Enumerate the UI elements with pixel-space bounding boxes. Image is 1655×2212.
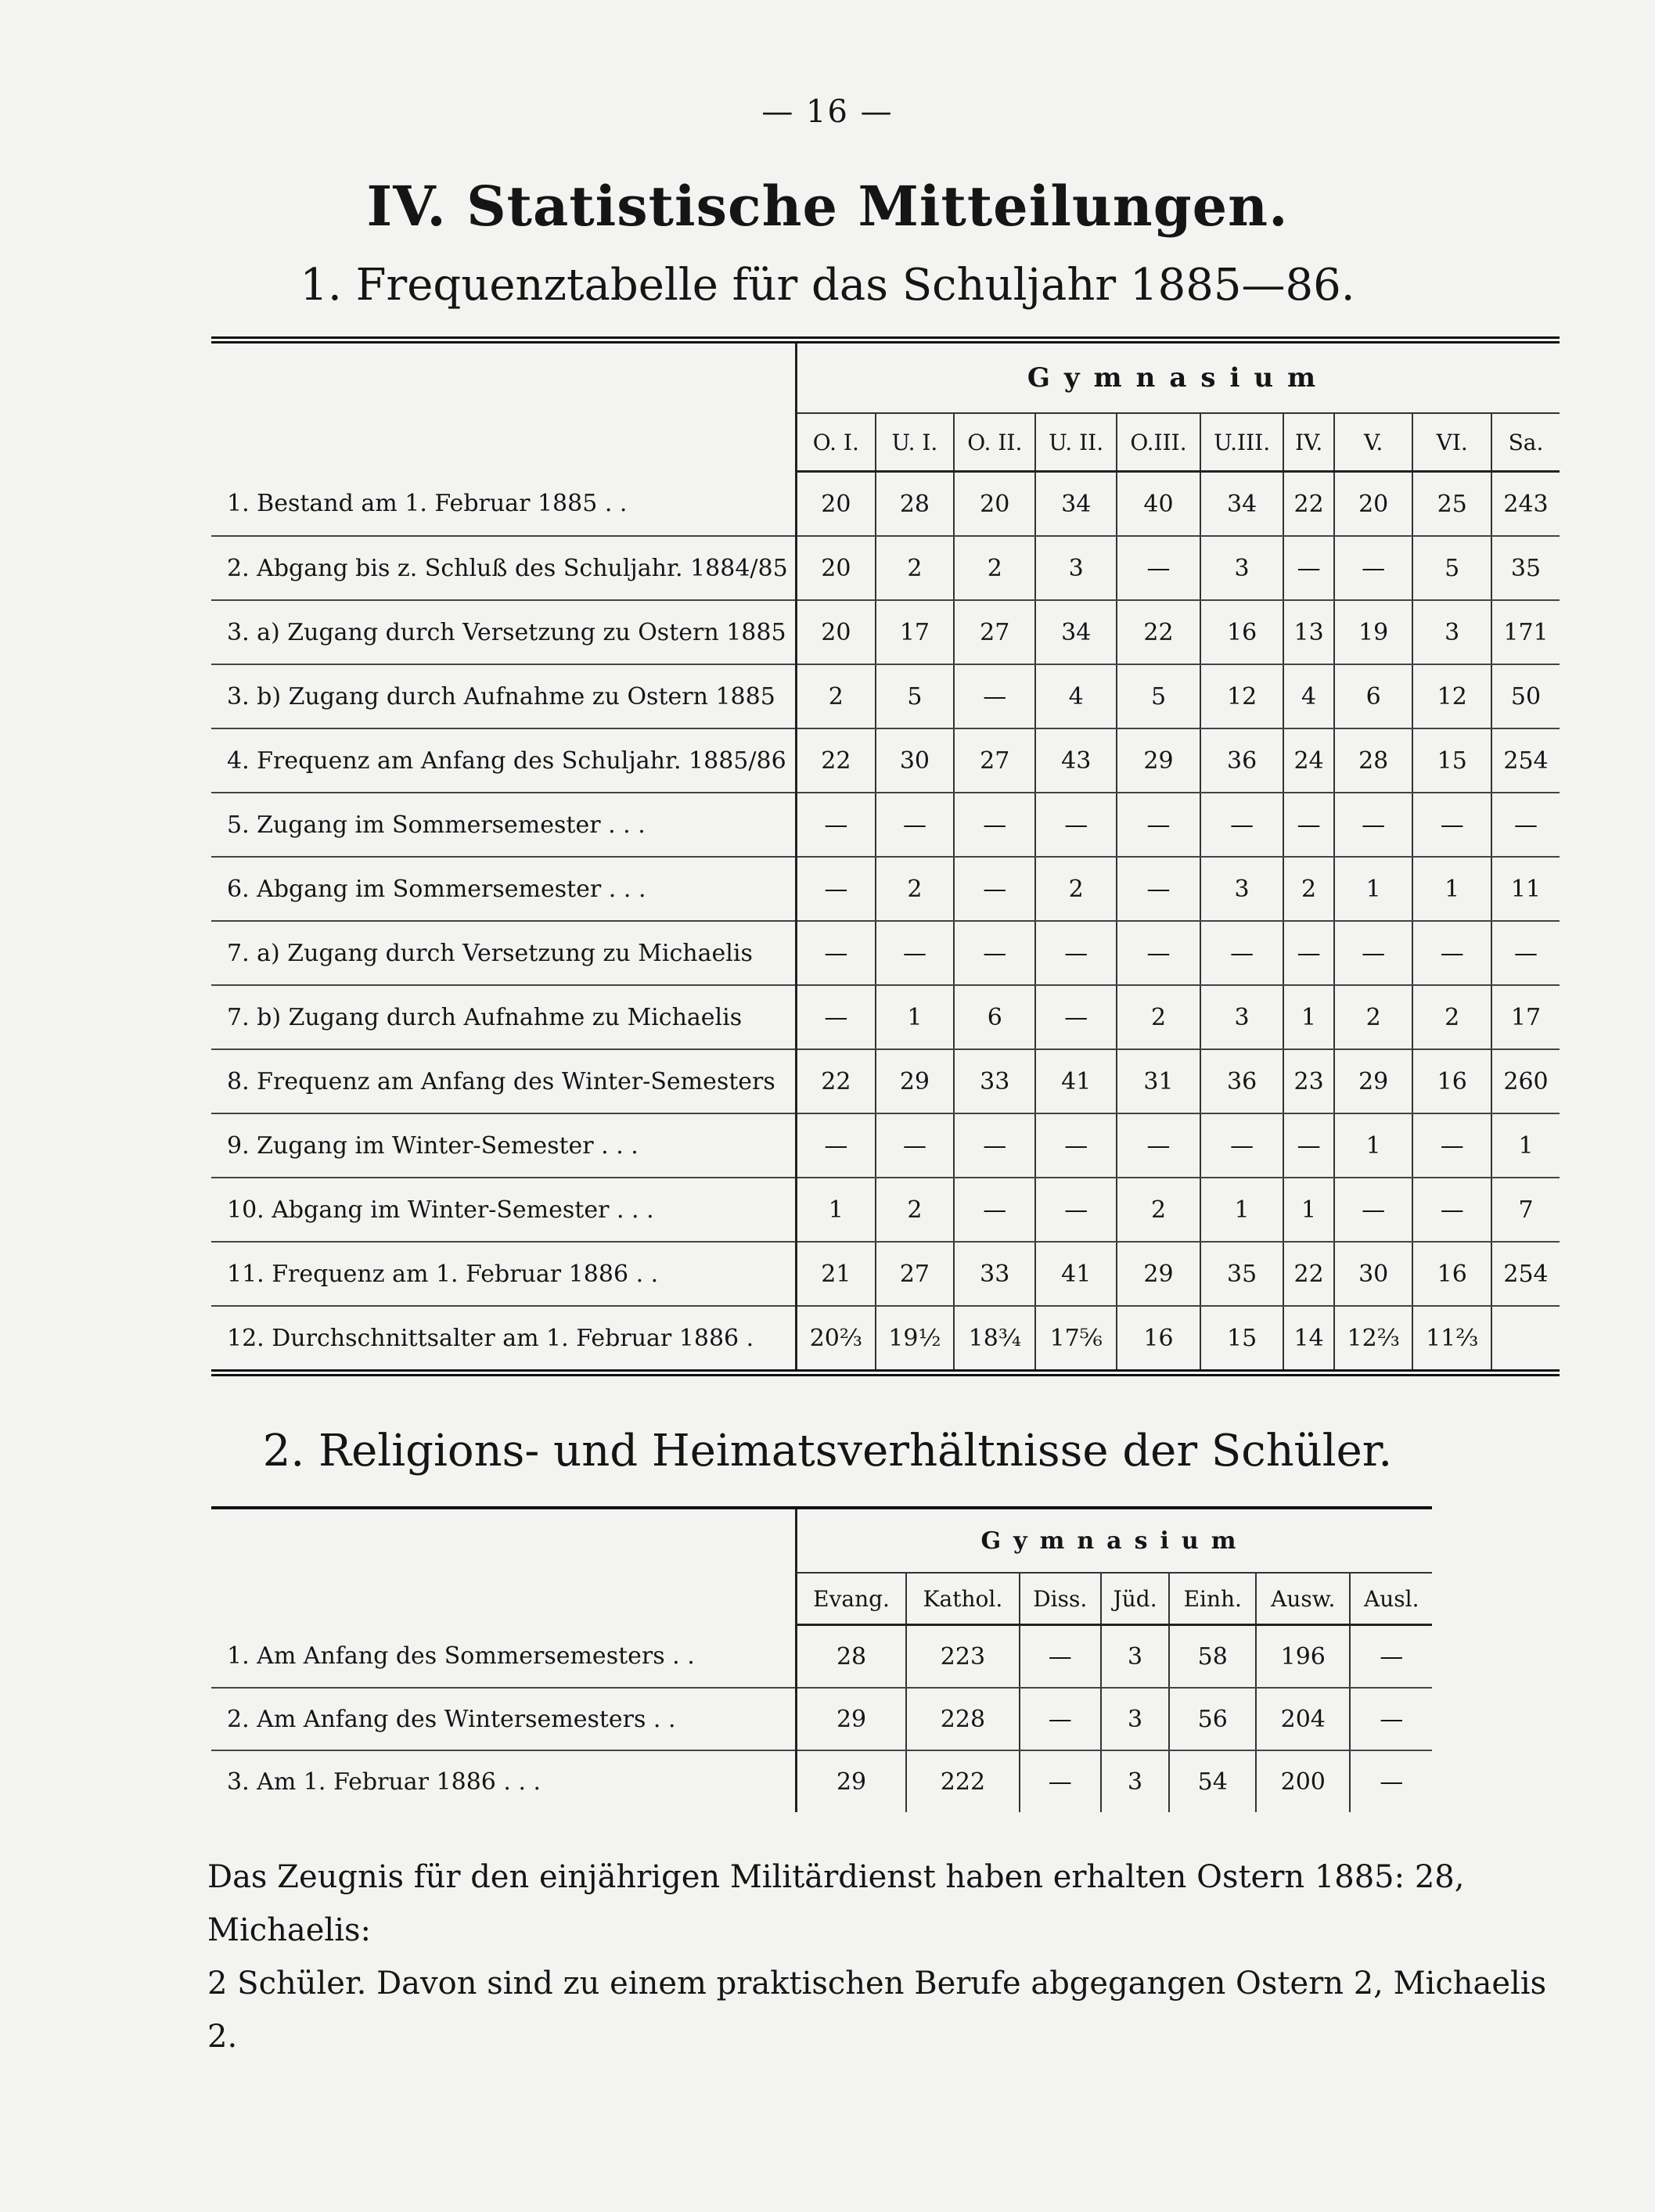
table-cell: — xyxy=(797,1113,876,1178)
table-cell: 200 xyxy=(1256,1750,1350,1812)
column-header: V. xyxy=(1334,413,1413,472)
table-cell: 223 xyxy=(906,1625,1020,1689)
table-cell: 2 xyxy=(1412,985,1491,1049)
table-row xyxy=(211,664,1560,728)
table-cell: 3 xyxy=(1200,536,1283,600)
table-cell: 18¾ xyxy=(954,1306,1035,1373)
table-cell: — xyxy=(1117,857,1200,921)
row-label: 9. Zugang im Winter-Semester . . . xyxy=(211,1113,797,1178)
table-cell: — xyxy=(1200,1113,1283,1178)
row-label: 2. Am Anfang des Wintersemesters . . xyxy=(211,1688,797,1750)
table-cell: — xyxy=(1334,1178,1413,1242)
column-header: Ausl. xyxy=(1350,1573,1432,1625)
table-cell: — xyxy=(1412,921,1491,985)
table-cell: 33 xyxy=(954,1242,1035,1306)
row-label: 7. b) Zugang durch Aufnahme zu Michaelis xyxy=(211,985,797,1049)
table-cell: 34 xyxy=(1035,472,1117,537)
table-cell: — xyxy=(797,921,876,985)
table-cell: — xyxy=(1350,1750,1432,1812)
table-cell: 28 xyxy=(797,1625,907,1689)
table-cell: 20⅔ xyxy=(797,1306,876,1373)
religion-table-title: 2. Religions- und Heimatsverhältnisse der Schüler. xyxy=(262,1426,1393,1476)
table-cell: 41 xyxy=(1035,1242,1117,1306)
frequency-table-title: 1. Frequenztabelle für das Schuljahr 1885—86. xyxy=(300,260,1355,311)
table-row xyxy=(211,600,1560,664)
table-cell: — xyxy=(1412,793,1491,857)
table-cell: 3 xyxy=(1412,600,1491,664)
table-cell: 56 xyxy=(1169,1688,1256,1750)
row-label: 3. b) Zugang durch Aufnahme zu Ostern 1885 xyxy=(211,664,797,728)
table-cell: — xyxy=(954,1113,1035,1178)
table-cell: — xyxy=(1412,1113,1491,1178)
table-row xyxy=(211,1178,1560,1242)
table-cell: 28 xyxy=(1334,728,1413,793)
table-cell: 4 xyxy=(1283,664,1334,728)
row-label: 10. Abgang im Winter-Semester . . . xyxy=(211,1178,797,1242)
table-cell: — xyxy=(1035,793,1117,857)
table-cell: 3 xyxy=(1200,985,1283,1049)
table-cell: 22 xyxy=(797,728,876,793)
table-cell: 1 xyxy=(1200,1178,1283,1242)
table-cell: 4 xyxy=(1035,664,1117,728)
table-cell: — xyxy=(1117,793,1200,857)
table-cell: 25 xyxy=(1412,472,1491,537)
table-cell: 12 xyxy=(1200,664,1283,728)
table-cell: — xyxy=(1283,536,1334,600)
table-row xyxy=(211,728,1560,793)
table-cell: — xyxy=(876,921,955,985)
table-cell: 2 xyxy=(1283,857,1334,921)
table-cell: — xyxy=(1035,985,1117,1049)
column-header: Ausw. xyxy=(1256,1573,1350,1625)
table-cell: 43 xyxy=(1035,728,1117,793)
table-cell: 31 xyxy=(1117,1049,1200,1113)
column-header: O. I. xyxy=(797,413,876,472)
table-cell: 228 xyxy=(906,1688,1020,1750)
table-cell: 7 xyxy=(1491,1178,1560,1242)
section-title: IV. Statistische Mitteilungen. xyxy=(366,174,1289,239)
table-cell: 36 xyxy=(1200,728,1283,793)
table-cell: — xyxy=(1350,1625,1432,1689)
table-cell: — xyxy=(954,793,1035,857)
column-header: U. II. xyxy=(1035,413,1117,472)
table-cell: — xyxy=(797,985,876,1049)
row-label: 12. Durchschnittsalter am 1. Februar 1886 . xyxy=(211,1306,797,1373)
table-cell: 22 xyxy=(1283,472,1334,537)
table-cell: — xyxy=(1283,1113,1334,1178)
table-cell: 196 xyxy=(1256,1625,1350,1689)
row-label: 1. Am Anfang des Sommersemesters . . xyxy=(211,1625,797,1689)
table-cell: 16 xyxy=(1200,600,1283,664)
table-cell: 30 xyxy=(876,728,955,793)
table-cell: 20 xyxy=(1334,472,1413,537)
column-header: Evang. xyxy=(797,1573,907,1625)
table-cell: — xyxy=(797,793,876,857)
table-cell: 5 xyxy=(1117,664,1200,728)
table-cell: 5 xyxy=(876,664,955,728)
table-cell: — xyxy=(876,1113,955,1178)
table-cell: — xyxy=(1283,921,1334,985)
table-cell: — xyxy=(1200,921,1283,985)
table-cell: 3 xyxy=(1200,857,1283,921)
table-cell: 12⅔ xyxy=(1334,1306,1413,1373)
table-row xyxy=(211,1306,1560,1373)
table-cell: 29 xyxy=(876,1049,955,1113)
table-cell: 50 xyxy=(1491,664,1560,728)
column-header: Sa. xyxy=(1491,413,1560,472)
row-label: 3. a) Zugang durch Versetzung zu Ostern 1885 xyxy=(211,600,797,664)
table-cell: 2 xyxy=(1334,985,1413,1049)
row-label: 4. Frequenz am Anfang des Schuljahr. 1885/86 xyxy=(211,728,797,793)
table-cell: 16 xyxy=(1412,1242,1491,1306)
table-cell: 33 xyxy=(954,1049,1035,1113)
table-cell: 20 xyxy=(797,472,876,537)
table-cell: 1 xyxy=(797,1178,876,1242)
column-header: U. I. xyxy=(876,413,955,472)
table-cell: 35 xyxy=(1491,536,1560,600)
table-row xyxy=(211,1750,1432,1812)
table-cell: 22 xyxy=(797,1049,876,1113)
table-cell: 222 xyxy=(906,1750,1020,1812)
frequency-corner-2 xyxy=(211,413,797,472)
table-cell: 17 xyxy=(1491,985,1560,1049)
table-row xyxy=(211,536,1560,600)
table-cell: 1 xyxy=(1283,985,1334,1049)
table-cell: 6 xyxy=(1334,664,1413,728)
religion-table xyxy=(211,1506,1432,1812)
table-cell: 171 xyxy=(1491,600,1560,664)
table-cell: — xyxy=(1200,793,1283,857)
table-row xyxy=(211,1688,1432,1750)
table-cell: 1 xyxy=(1412,857,1491,921)
column-header: Einh. xyxy=(1169,1573,1256,1625)
table-cell: 3 xyxy=(1101,1750,1170,1812)
table-cell: 36 xyxy=(1200,1049,1283,1113)
table-cell xyxy=(1491,1306,1560,1373)
column-header: Diss. xyxy=(1020,1573,1101,1625)
table-cell: — xyxy=(1117,1113,1200,1178)
table-cell: 13 xyxy=(1283,600,1334,664)
table-row xyxy=(211,472,1560,537)
table-cell: 2 xyxy=(1117,985,1200,1049)
table-cell: 23 xyxy=(1283,1049,1334,1113)
table-cell: 254 xyxy=(1491,728,1560,793)
religion-corner xyxy=(211,1508,797,1573)
table-cell: 11⅔ xyxy=(1412,1306,1491,1373)
table-cell: — xyxy=(876,793,955,857)
table-cell: 3 xyxy=(1035,536,1117,600)
table-cell: — xyxy=(1035,921,1117,985)
table-cell: 27 xyxy=(876,1242,955,1306)
footer-line-2: 2 Schüler. Davon sind zu einem praktischen Berufe abgegangen Ostern 2, Michaelis 2. xyxy=(207,1966,1547,2055)
table-cell: 1 xyxy=(1283,1178,1334,1242)
row-label: 5. Zugang im Sommersemester . . . xyxy=(211,793,797,857)
table-row xyxy=(211,857,1560,921)
table-cell: — xyxy=(1491,921,1560,985)
row-label: 3. Am 1. Februar 1886 . . . xyxy=(227,1768,541,1796)
table-row xyxy=(211,1049,1560,1113)
table-cell: 1 xyxy=(876,985,955,1049)
footer-text xyxy=(207,1851,1553,2063)
column-header: VI. xyxy=(1412,413,1491,472)
table-cell: — xyxy=(1350,1688,1432,1750)
table-cell: — xyxy=(1412,1178,1491,1242)
table-cell: — xyxy=(1020,1625,1101,1689)
column-header: Jüd. xyxy=(1101,1573,1170,1625)
frequency-corner xyxy=(211,340,797,414)
column-header: O.III. xyxy=(1117,413,1200,472)
table-cell: — xyxy=(1334,536,1413,600)
table-cell: — xyxy=(1117,921,1200,985)
table-cell: 15 xyxy=(1412,728,1491,793)
table-cell: — xyxy=(1035,1178,1117,1242)
table-cell: 58 xyxy=(1169,1625,1256,1689)
table-cell: 5 xyxy=(1412,536,1491,600)
table-cell: 19½ xyxy=(876,1306,955,1373)
table-cell: 6 xyxy=(954,985,1035,1049)
frequency-group-header: Gymnasium xyxy=(797,340,1560,414)
page-number: — 16 — xyxy=(761,94,894,130)
table-cell: — xyxy=(1283,793,1334,857)
religion-corner-2 xyxy=(211,1573,797,1625)
table-cell: 204 xyxy=(1256,1688,1350,1750)
table-cell: — xyxy=(954,1178,1035,1242)
table-row xyxy=(211,1242,1560,1306)
table-cell: 15 xyxy=(1200,1306,1283,1373)
table-cell: 2 xyxy=(1117,1178,1200,1242)
table-cell: 27 xyxy=(954,600,1035,664)
table-cell: 29 xyxy=(797,1750,907,1812)
table-cell: 2 xyxy=(797,664,876,728)
table-cell: 27 xyxy=(954,728,1035,793)
table-cell: — xyxy=(954,921,1035,985)
table-cell: 12 xyxy=(1412,664,1491,728)
table-cell: 35 xyxy=(1200,1242,1283,1306)
row-label: 2. Abgang bis z. Schluß des Schuljahr. 1884/85 xyxy=(211,536,797,600)
table-cell: 20 xyxy=(797,600,876,664)
table-row xyxy=(211,793,1560,857)
table-cell: — xyxy=(1491,793,1560,857)
row-label: 1. Bestand am 1. Februar 1885 . . xyxy=(211,472,797,537)
table-cell: — xyxy=(954,664,1035,728)
table-cell: 20 xyxy=(797,536,876,600)
column-header: IV. xyxy=(1283,413,1334,472)
table-cell: 254 xyxy=(1491,1242,1560,1306)
table-cell: — xyxy=(1020,1688,1101,1750)
row-label: 6. Abgang im Sommersemester . . . xyxy=(211,857,797,921)
footer-line-1: Das Zeugnis für den einjährigen Militärdienst haben erhalten Ostern 1885: 28, Michaelis: xyxy=(207,1859,1465,1948)
table-cell: 3 xyxy=(1101,1688,1170,1750)
table-cell: 2 xyxy=(1035,857,1117,921)
table-cell: — xyxy=(797,857,876,921)
table-cell: — xyxy=(1334,921,1413,985)
row-label: 8. Frequenz am Anfang des Winter-Semesters xyxy=(211,1049,797,1113)
table-cell: — xyxy=(954,857,1035,921)
table-cell: 34 xyxy=(1200,472,1283,537)
table-cell: 41 xyxy=(1035,1049,1117,1113)
table-row xyxy=(211,1625,1432,1689)
table-cell: 29 xyxy=(1117,728,1200,793)
row-label: 7. a) Zugang durch Versetzung zu Michaelis xyxy=(211,921,797,985)
table-cell: 29 xyxy=(1334,1049,1413,1113)
table-cell: — xyxy=(1334,793,1413,857)
table-cell: 260 xyxy=(1491,1049,1560,1113)
table-cell: 22 xyxy=(1117,600,1200,664)
table-cell: 34 xyxy=(1035,600,1117,664)
table-row xyxy=(211,985,1560,1049)
table-cell: 16 xyxy=(1117,1306,1200,1373)
table-cell: 30 xyxy=(1334,1242,1413,1306)
religion-group-header: Gymnasium xyxy=(797,1508,1433,1573)
table-cell: 16 xyxy=(1412,1049,1491,1113)
table-cell: 2 xyxy=(876,1178,955,1242)
frequency-table xyxy=(211,336,1560,1376)
table-cell: 17⅚ xyxy=(1035,1306,1117,1373)
table-cell: 2 xyxy=(876,536,955,600)
table-cell: 11 xyxy=(1491,857,1560,921)
table-cell: 28 xyxy=(876,472,955,537)
table-cell: 243 xyxy=(1491,472,1560,537)
table-cell: 20 xyxy=(954,472,1035,537)
table-row xyxy=(211,921,1560,985)
table-cell: — xyxy=(1117,536,1200,600)
table-cell: 54 xyxy=(1169,1750,1256,1812)
table-cell: 29 xyxy=(1117,1242,1200,1306)
column-header: Kathol. xyxy=(906,1573,1020,1625)
table-cell: 22 xyxy=(1283,1242,1334,1306)
table-cell: 2 xyxy=(876,857,955,921)
table-cell: 3 xyxy=(1101,1625,1170,1689)
table-cell: 1 xyxy=(1334,1113,1413,1178)
table-row xyxy=(211,1113,1560,1178)
column-header: U.III. xyxy=(1200,413,1283,472)
column-header: O. II. xyxy=(954,413,1035,472)
row-label: 11. Frequenz am 1. Februar 1886 . . xyxy=(211,1242,797,1306)
table-cell: — xyxy=(1020,1750,1101,1812)
table-cell: 14 xyxy=(1283,1306,1334,1373)
table-cell: 19 xyxy=(1334,600,1413,664)
table-cell: 29 xyxy=(797,1688,907,1750)
table-cell: 21 xyxy=(797,1242,876,1306)
table-cell: 1 xyxy=(1334,857,1413,921)
table-cell: 24 xyxy=(1283,728,1334,793)
table-cell: 1 xyxy=(1491,1113,1560,1178)
table-cell: 40 xyxy=(1117,472,1200,537)
table-cell: 17 xyxy=(876,600,955,664)
table-cell: 2 xyxy=(954,536,1035,600)
table-cell: — xyxy=(1035,1113,1117,1178)
